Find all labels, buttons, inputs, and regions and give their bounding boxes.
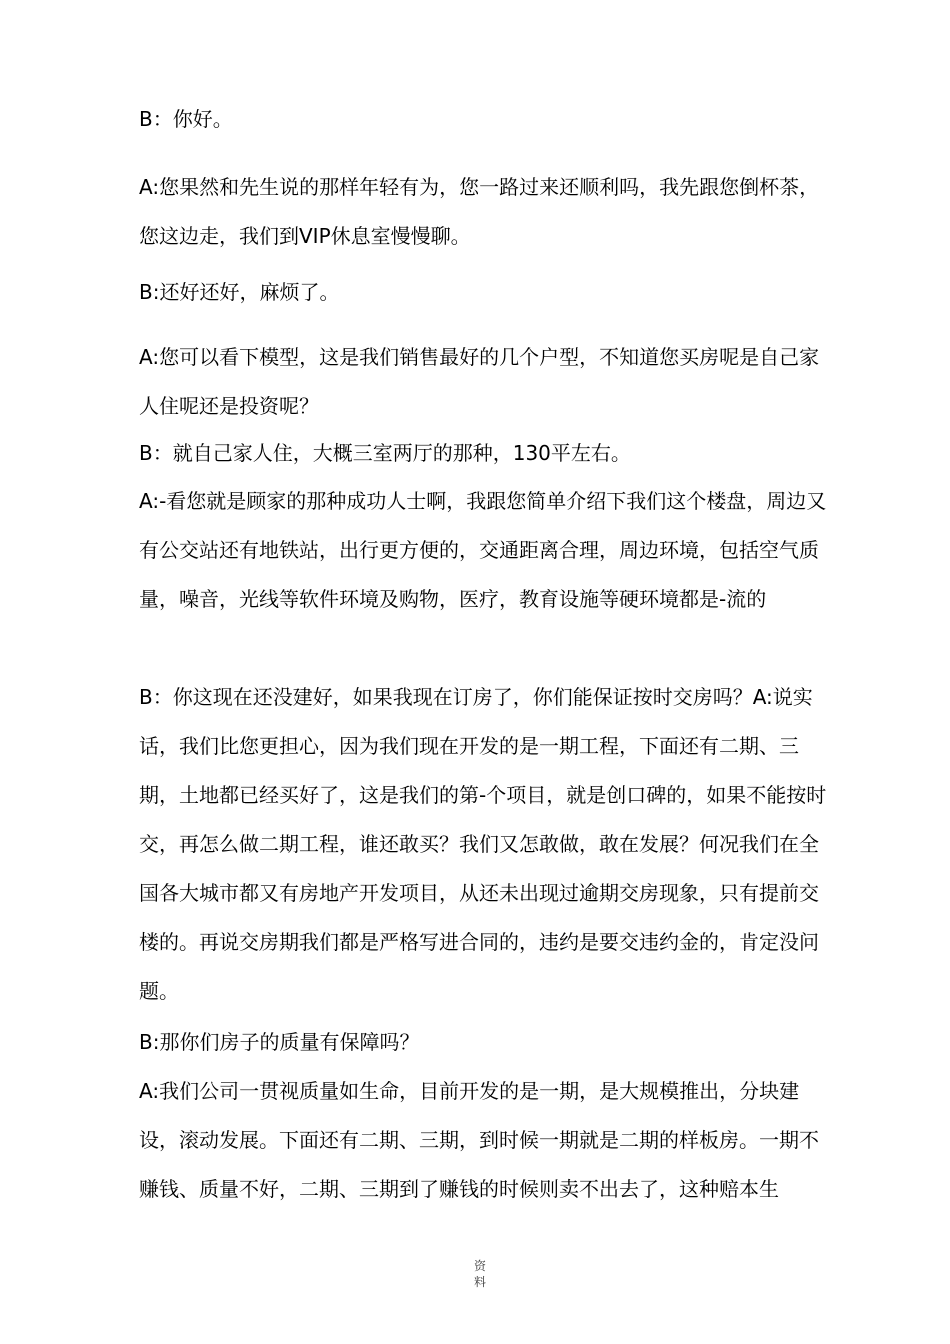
page-footer: [468, 1258, 492, 1290]
dialogue-paragraph-7: B：你这现在还没建好，如果我现在订房了，你们能保证按时交房吗？A:说实话，我们比您更担心，因为我们现在开发的是一期工程，下面还有二期、三期，土地都已经买好了，这是我们的第-个项目，就是创口碑的，如果不能按时交，再怎么做二期工程，谁还敢买？我们又怎敢做，敢在发展？何况我们在全国各大城市都又有房地产开发项目，从还未出现过逾期交房现象，只有提前交楼的。再说交房期我们都是严格写进合同的，违约是要交违约金的，肯定没问题。: [139, 685, 827, 1003]
dialogue-paragraph-3: B:还好还好，麻烦了。: [139, 280, 340, 304]
dialogue-paragraph-4: A:您可以看下模型，这是我们销售最好的几个户型，不知道您买房呢是自己家人住呢还是投资呢？: [139, 345, 820, 418]
dialogue-paragraph-2: A:您果然和先生说的那样年轻有为，您一路过来还顺利吗，我先跟您倒杯茶，您这边走，我们到VIP休息室慢慢聊。: [139, 175, 820, 248]
dialogue-paragraph-9: A:我们公司一贯视质量如生命，目前开发的是一期，是大规模推出，分块建设，滚动发展。下面还有二期、三期，到时候一期就是二期的样板房。一期不赚钱、质量不好，二期、三期到了赚钱的时候则卖不出去了，这种赔本生: [139, 1079, 819, 1201]
dialogue-paragraph-8: B:那你们房子的质量有保障吗？: [139, 1030, 420, 1054]
dialogue-paragraph-5: B：就自己家人住，大概三室两厅的那种，130平左右。: [139, 441, 631, 465]
footer-line-1: 资: [473, 1259, 486, 1273]
footer-line-2: 料: [473, 1275, 486, 1289]
dialogue-paragraph-6: A:-看您就是顾家的那种成功人士啊，我跟您简单介绍下我们这个楼盘，周边又有公交站还有地铁站，出行更方便的，交通距离合理，周边环境，包括空气质量，噪音，光线等软件环境及购物，医疗，教育设施等硬环境都是-流的: [139, 489, 827, 611]
dialogue-paragraph-1: B：你好。: [139, 107, 233, 131]
